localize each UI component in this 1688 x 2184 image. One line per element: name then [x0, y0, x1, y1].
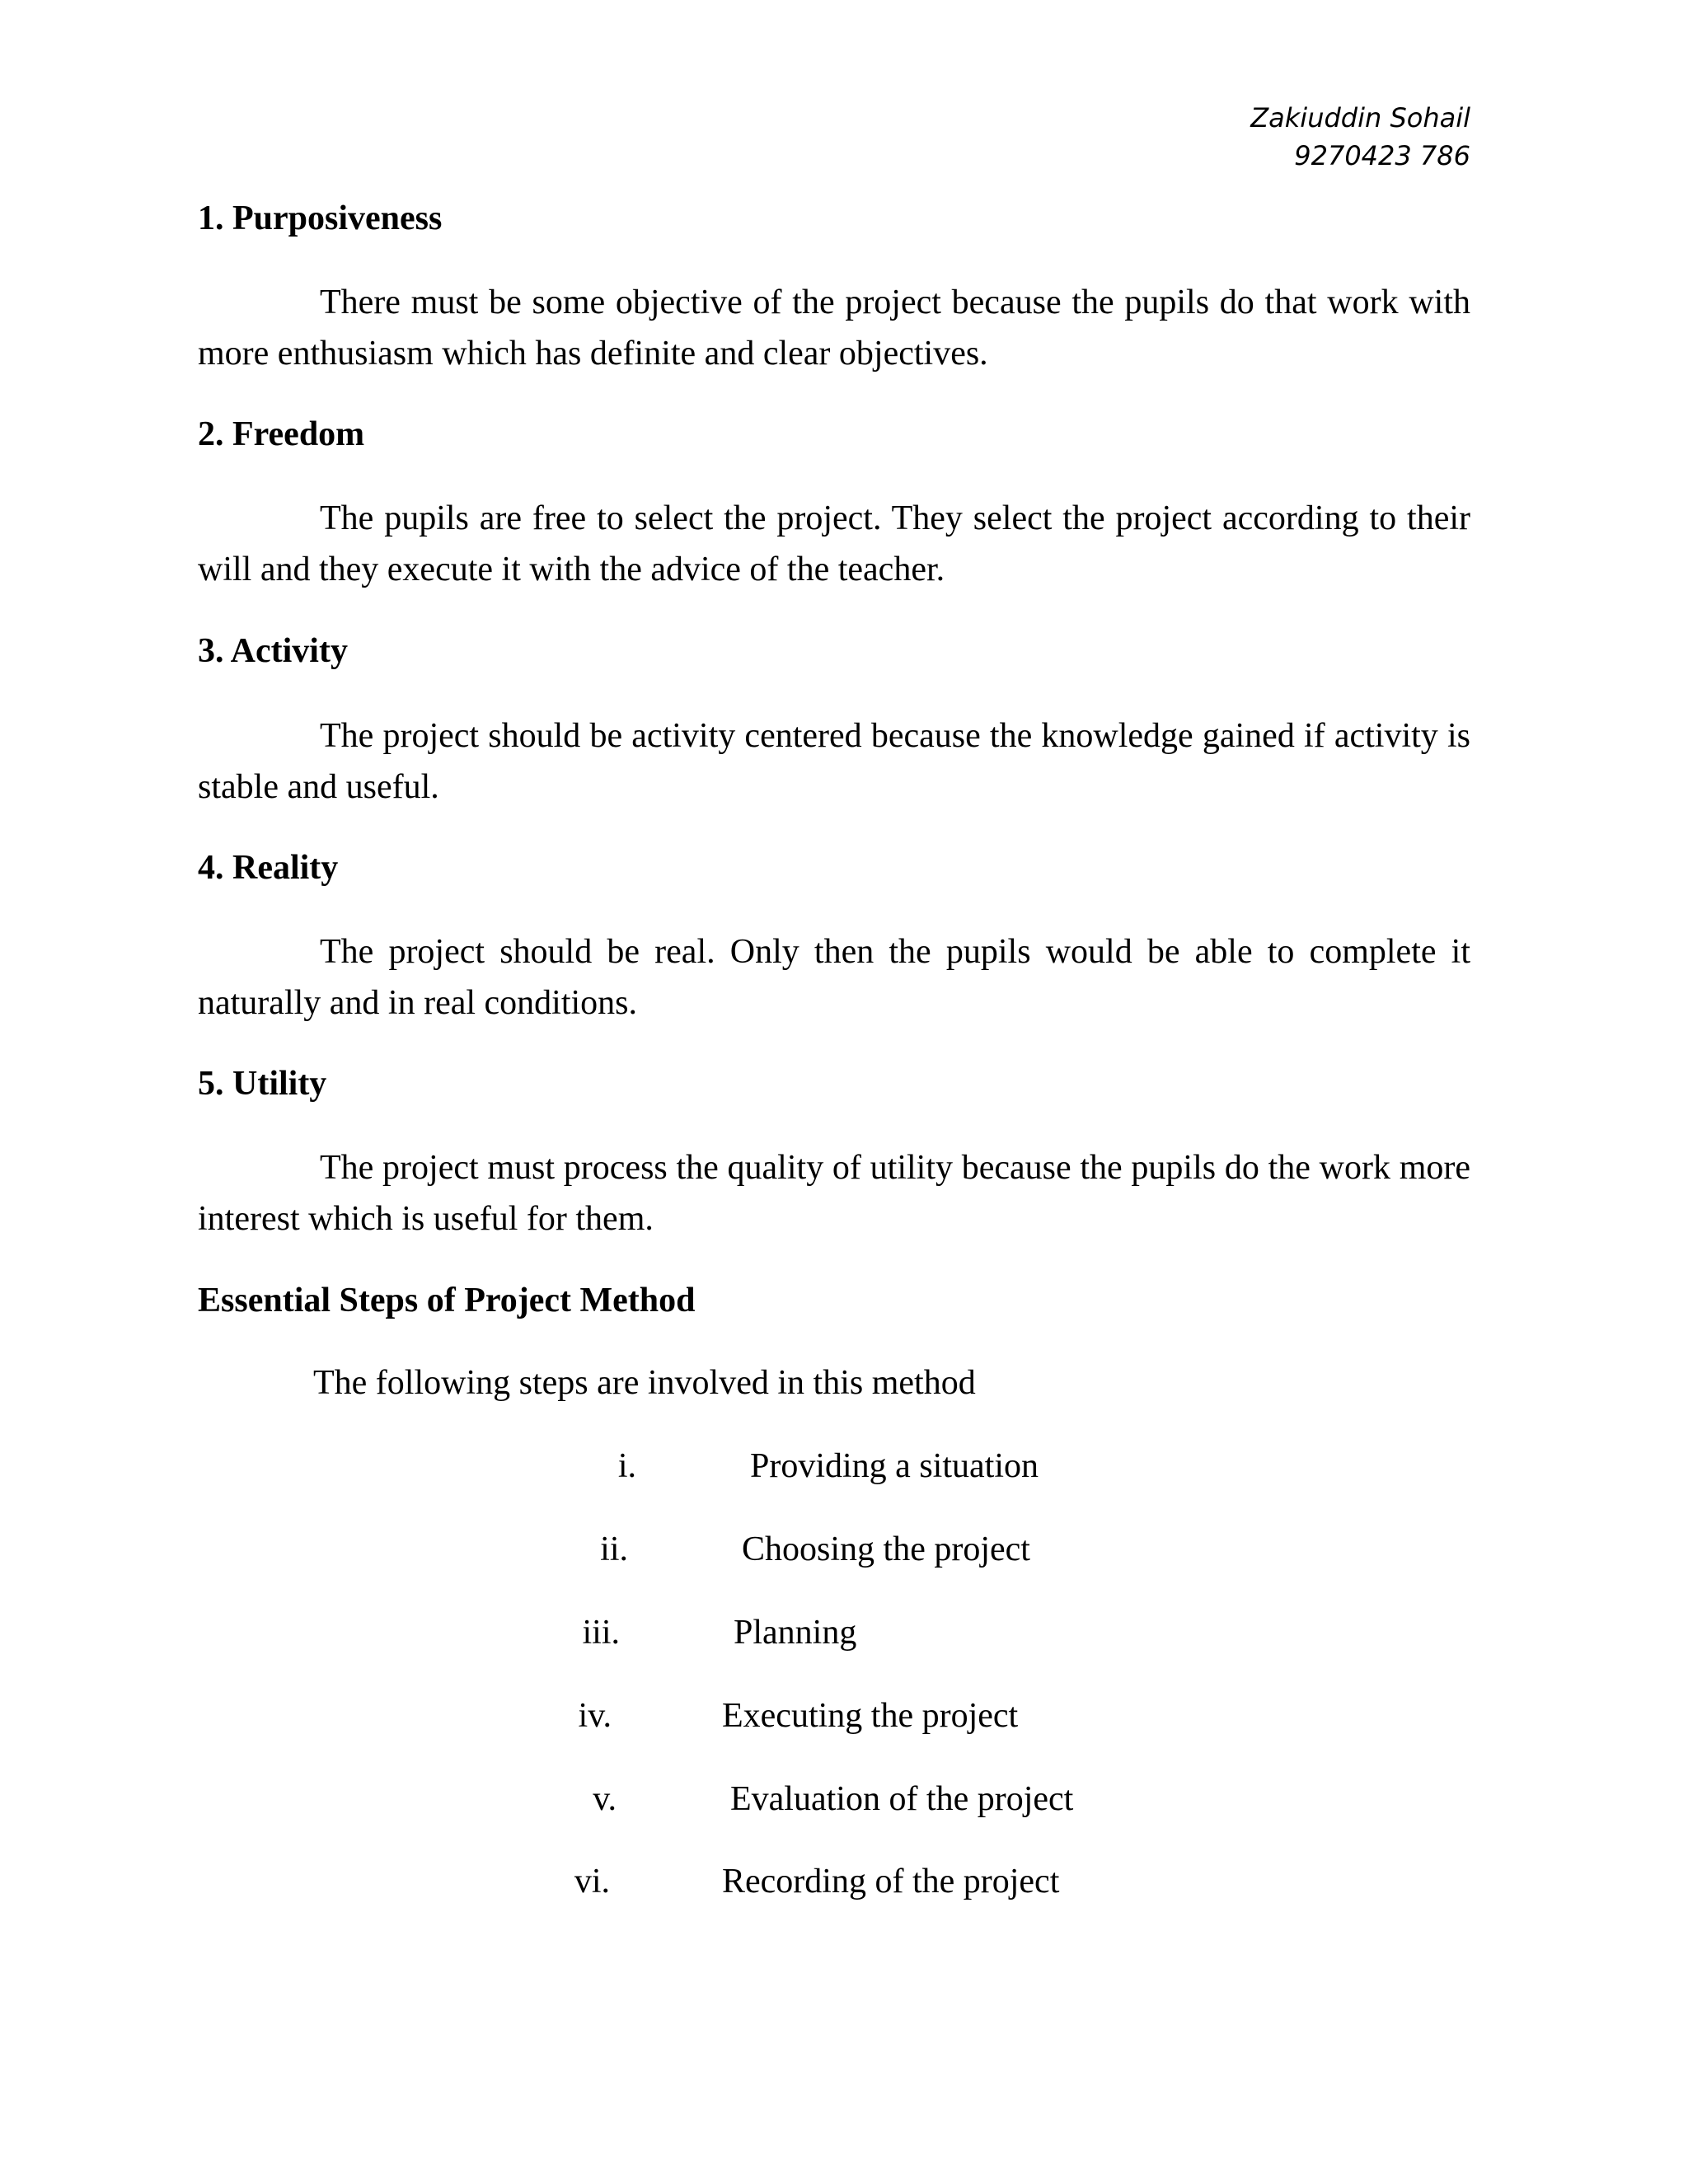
section-utility-body: [198, 1142, 1470, 1244]
author-phone: 9270423 786: [1294, 140, 1470, 171]
step-number: v.: [593, 1780, 617, 1818]
section-heading: 3. Activity: [198, 632, 348, 670]
section-activity-body: [198, 710, 1470, 813]
steps-section: [198, 1280, 1470, 1321]
steps-intro: The following steps are involved in this method: [313, 1364, 976, 1402]
step-number: i.: [617, 1447, 636, 1485]
steps-heading: Essential Steps of Project Method: [198, 1282, 696, 1319]
step-label: Providing a situation: [750, 1447, 1039, 1485]
section-paragraph: The pupils are free to select the project. They select the project according to their will and they execute it with the advice of the teacher.: [198, 499, 1470, 588]
step-label: Evaluation of the project: [730, 1780, 1074, 1818]
step-number: iv.: [578, 1697, 612, 1735]
step-number: iii.: [582, 1614, 620, 1652]
step-label: Executing the project: [722, 1697, 1019, 1735]
section-reality: [198, 847, 1470, 888]
step-number: vi.: [574, 1863, 610, 1900]
section-heading: 2. Freedom: [198, 415, 365, 453]
section-freedom-body: [198, 493, 1470, 595]
section-purposiveness-body: [198, 277, 1470, 379]
section-paragraph: The project should be activity centered because the knowledge gained if activity is stable and useful.: [198, 717, 1470, 806]
step-label: Choosing the project: [742, 1530, 1030, 1568]
section-paragraph: The project should be real. Only then the pupils would be able to complete it naturally and in real conditions.: [198, 933, 1470, 1022]
section-heading: 4. Reality: [198, 849, 339, 887]
section-paragraph: The project must process the quality of utility because the pupils do the work more interest which is useful for them.: [198, 1149, 1470, 1238]
author-header: [1250, 99, 1470, 175]
step-label: Recording of the project: [722, 1863, 1060, 1900]
author-name: Zakiuddin Sohail: [1250, 102, 1470, 134]
section-freedom: [198, 414, 1470, 455]
section-utility: [198, 1063, 1470, 1104]
section-heading: 1. Purposiveness: [198, 199, 443, 237]
section-heading: 5. Utility: [198, 1065, 327, 1103]
section-activity: [198, 630, 1470, 672]
step-label: Planning: [734, 1614, 857, 1652]
section-reality-body: [198, 926, 1470, 1029]
section-paragraph: There must be some objective of the project because the pupils do that work with more enthusiasm which has definite and clear objectives.: [198, 284, 1470, 373]
section-purposiveness: [198, 198, 1470, 239]
step-number: ii.: [600, 1530, 628, 1568]
